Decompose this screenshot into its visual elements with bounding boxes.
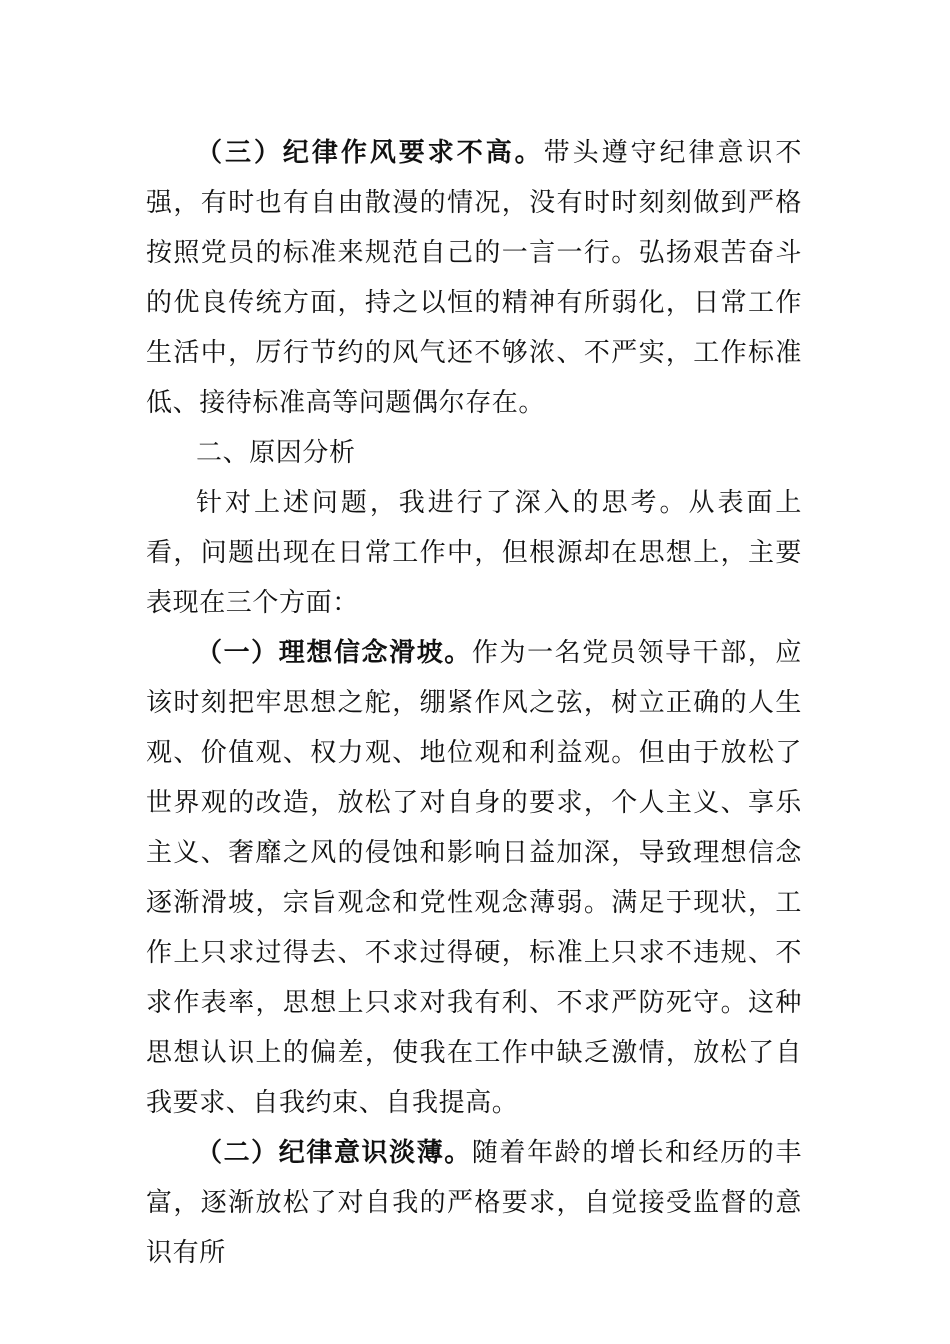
paragraph-ideals-decline	[146, 628, 802, 1128]
paragraph-lead: （一）理想信念滑坡。	[196, 638, 472, 668]
paragraph-discipline-awareness	[146, 1128, 802, 1278]
paragraph-text: 随着年龄的增长和经历的丰富，逐渐放松了对自我的严格要求，自觉接受监督的意识有所	[146, 1138, 802, 1268]
paragraph-text: 带头遵守纪律意识不强，有时也有自由散漫的情况，没有时时刻刻做到严格按照党员的标准来规范自己的一言一行。弘扬艰苦奋斗的优良传统方面，持之以恒的精神有所弱化，日常工作生活中，厉行节约的风气还不够浓、不严实，工作标准低、接待标准高等问题偶尔存在。	[146, 138, 802, 418]
paragraph-text: 针对上述问题，我进行了深入的思考。从表面上看，问题出现在日常工作中，但根源却在思想上，主要表现在三个方面：	[146, 488, 802, 618]
paragraph-text: 作为一名党员领导干部，应该时刻把牢思想之舵，绷紧作风之弦，树立正确的人生观、价值观、权力观、地位观和利益观。但由于放松了世界观的改造，放松了对自身的要求，个人主义、享乐主义、奢靡之风的侵蚀和影响日益加深，导致理想信念逐渐滑坡，宗旨观念和党性观念薄弱。满足于现状，工作上只求过得去、不求过得硬，标准上只求不违规、不求作表率，思想上只求对我有利、不求严防死守。这种思想认识上的偏差，使我在工作中缺乏激情，放松了自我要求、自我约束、自我提高。	[146, 638, 802, 1118]
paragraph-lead: （二）纪律意识淡薄。	[196, 1138, 472, 1168]
document-body	[146, 128, 802, 1278]
paragraph-cause-intro	[146, 478, 802, 628]
paragraph-lead: （三）纪律作风要求不高。	[196, 138, 544, 168]
paragraph-discipline-style	[146, 128, 802, 428]
section-heading-cause-analysis: 二、原因分析	[196, 438, 356, 468]
